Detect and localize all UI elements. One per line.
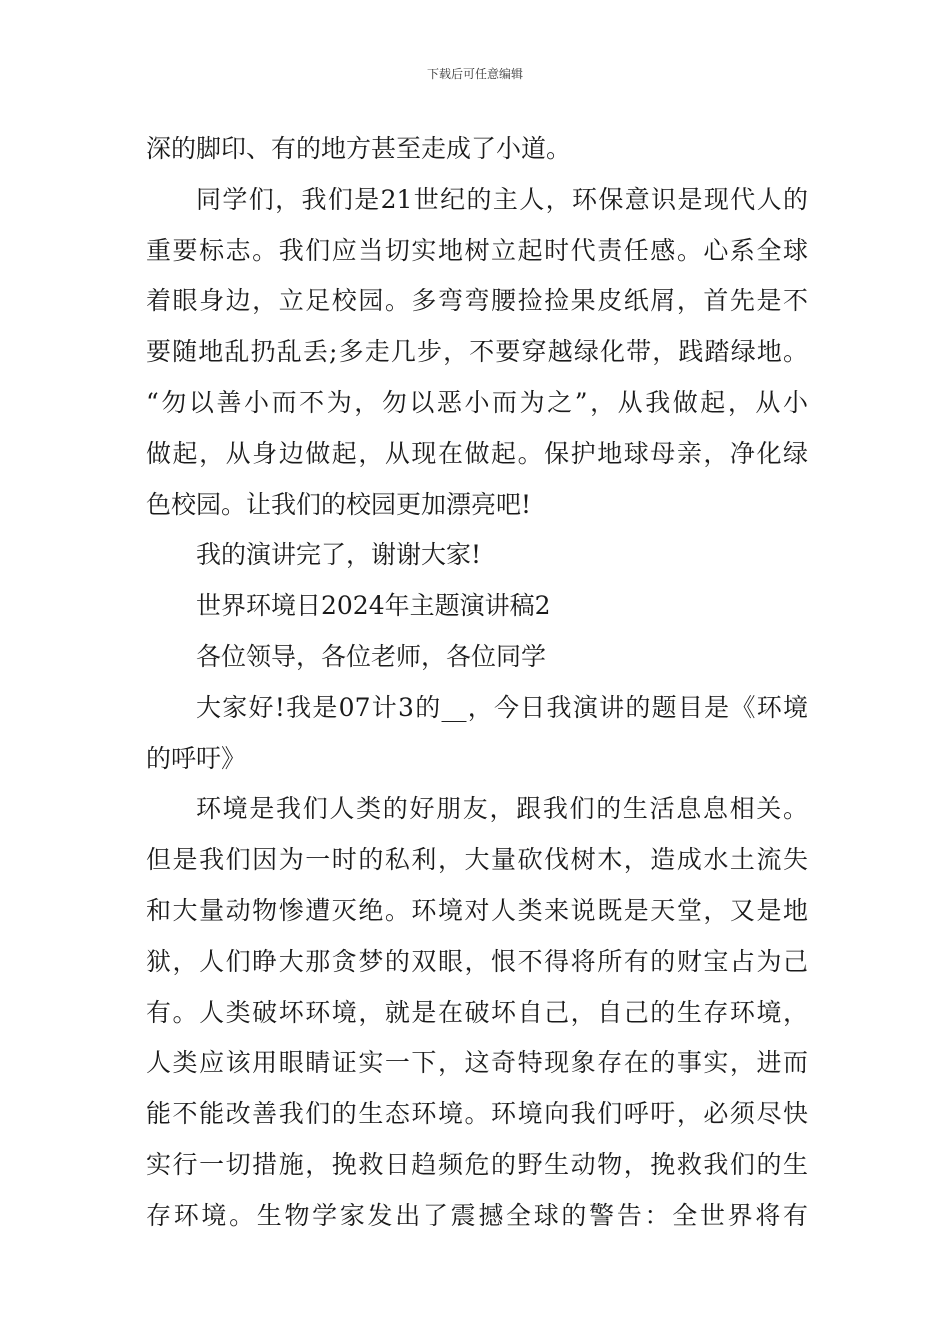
text-line: 世界环境日2024年主题演讲稿2: [196, 591, 551, 621]
text-line: 的呼吁》: [146, 743, 247, 773]
text-line: 实行一切措施，挽救日趋频危的野生动物，挽救我们的生: [146, 1149, 808, 1179]
text-line: 我的演讲完了，谢谢大家!: [196, 540, 482, 570]
text-line: 深的脚印、有的地方甚至走成了小道。: [146, 134, 572, 163]
text-line: 人类应该用眼睛证实一下，这奇特现象存在的事实，进而: [146, 1048, 808, 1078]
text-line: 要随地乱扔乱丢;多走几步，不要穿越绿化带，践踏绿地。: [146, 337, 808, 367]
text-line: 能不能改善我们的生态环境。环境向我们呼吁，必须尽快: [146, 1099, 808, 1129]
text-line: 和大量动物惨遭灭绝。环境对人类来说既是天堂，又是地: [146, 895, 808, 925]
text-line: 狱，人们睁大那贪梦的双眼，恨不得将所有的财宝占为己: [146, 946, 808, 976]
text-line: “勿以善小而不为，勿以恶小而为之”，从我做起，从小: [146, 387, 808, 417]
page-header: 下载后可任意编辑: [426, 67, 523, 81]
text-line: 着眼身边，立足校园。多弯弯腰捡捡果皮纸屑，首先是不: [146, 286, 808, 316]
text-line: 环境是我们人类的好朋友，跟我们的生活息息相关。: [196, 794, 808, 824]
text-line: 色校园。让我们的校园更加漂亮吧!: [146, 489, 532, 519]
text-line: 各位领导，各位老师，各位同学: [196, 641, 547, 671]
text-line: 重要标志。我们应当切实地树立起时代责任感。心系全球: [146, 235, 808, 265]
text-line: 同学们，我们是21世纪的主人，环保意识是现代人的: [196, 184, 808, 214]
text-line: 有。人类破坏环境，就是在破坏自己，自己的生存环境，: [146, 997, 808, 1027]
text-line: 但是我们因为一时的私利，大量砍伐树木，造成水土流失: [146, 845, 808, 875]
text-line: 大家好!我是07计3的__，今日我演讲的题目是《环境: [196, 692, 808, 722]
text-line: 存环境。生物学家发出了震撼全球的警告：全世界将有: [146, 1200, 808, 1230]
document-body: [146, 124, 808, 1242]
text-line: 做起，从身边做起，从现在做起。保护地球母亲，净化绿: [146, 438, 808, 468]
